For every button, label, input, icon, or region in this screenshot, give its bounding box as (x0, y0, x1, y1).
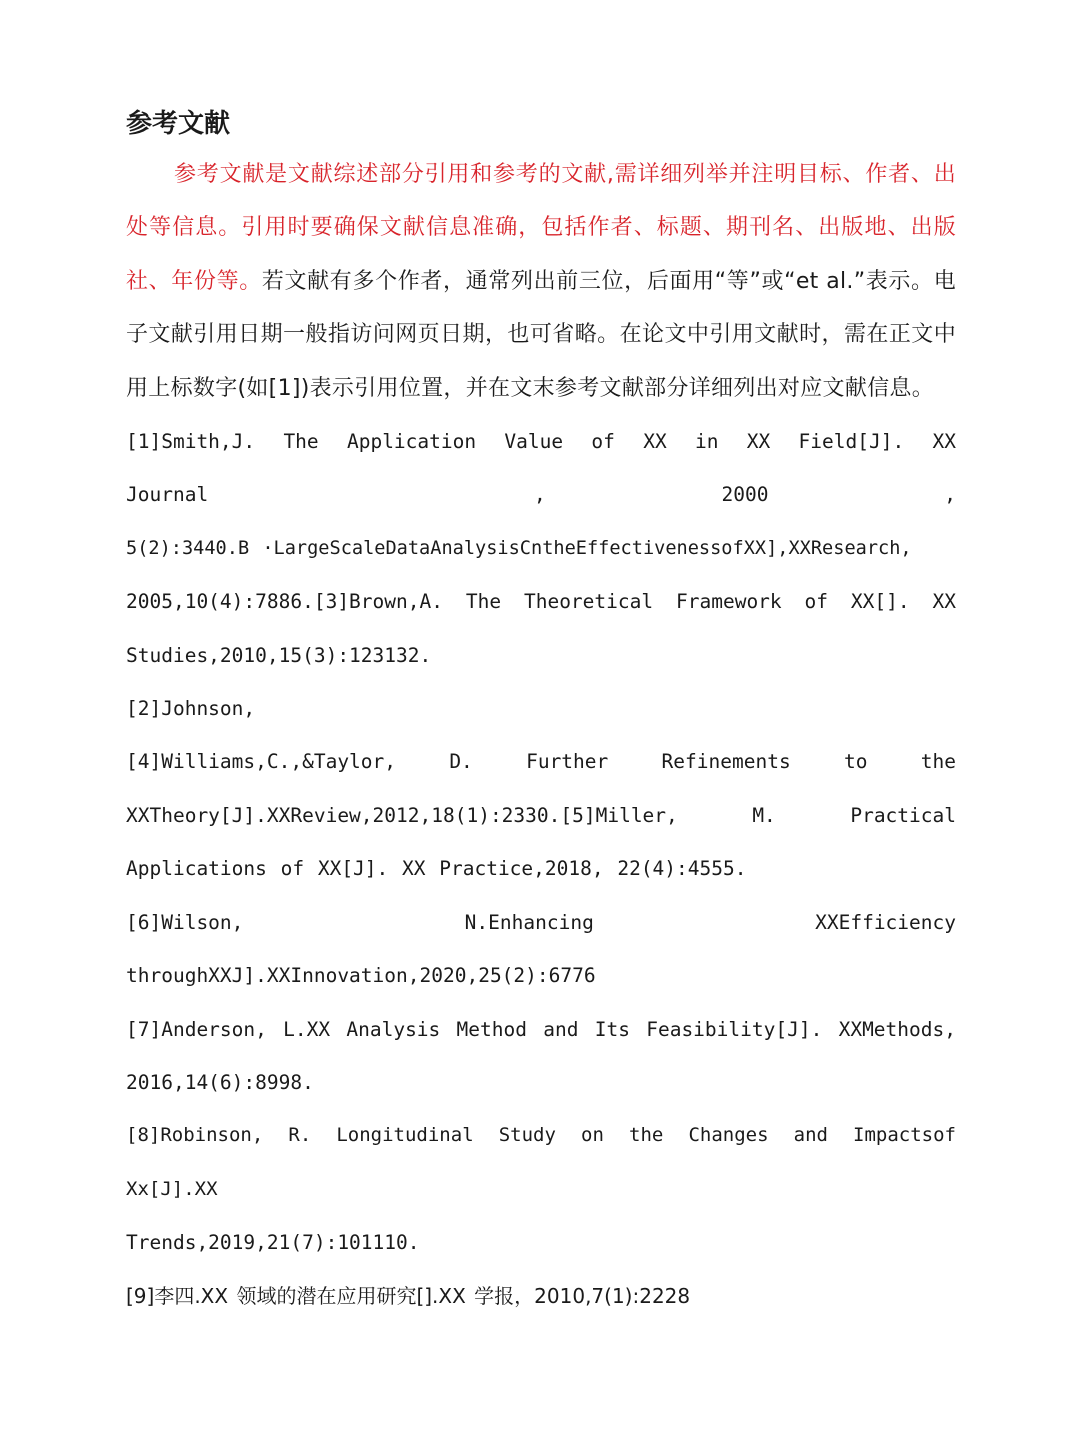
section-title: 参考文献 (126, 109, 231, 139)
reference-line: [7]Anderson, L.XX Analysis Method and Its Feasibility[J]. XXMethods, (126, 1017, 956, 1041)
reference-line: [9]李四.XX 领域的潜在应用研究[].XX 学报，2010,7(1):2228 (126, 1283, 691, 1308)
reference-line: 5(2):3440.B ·LargeScaleDataAnalysisCntheEffectivenessofXX],XXResearch, (126, 537, 912, 559)
reference-fragment: , (944, 483, 956, 507)
reference-line: [6]Wilson, N.Enhancing XXEfficiency (126, 910, 956, 934)
reference-line: 2005,10(4):7886.[3]Brown,A. The Theoretical Framework of XX[]. XX (126, 590, 956, 614)
reference-line (126, 468, 956, 521)
reference-line: [4]Williams,C.,&Taylor, D. Further Refinements to the (126, 750, 956, 774)
reference-list (126, 415, 956, 1323)
reference-item-4-5 (126, 735, 956, 895)
intro-paragraph (126, 148, 956, 415)
document-page (126, 100, 956, 1323)
reference-line: [2]Johnson, (126, 697, 256, 721)
reference-line: XXTheory[J].XXReview,2012,18(1):2330.[5]Miller, M. Practical (126, 803, 956, 827)
intro-black-text: 若文献有多个作者，通常列出前三位，后面用“等”或“et al.”表示。电子文献引用日期一般指访问网页日期，也可省略。在论文中引用文献时，需在正文中用上标数字(如[1])表示引用位置，并在文末参考文献部分详细列出对应文献信息。 (126, 268, 956, 401)
reference-item-6 (126, 896, 956, 1003)
intro-red-text: 参考文献是文献综述部分引用和参考的文献,需详细列举并注明目标、作者、出处等信息。引用时要确保文献信息准确，包括作者、标题、期刊名、出版地、出版社、年份等。 (126, 162, 956, 294)
reference-item-7 (126, 1003, 956, 1110)
reference-item-8 (126, 1109, 956, 1269)
reference-item-2 (126, 682, 956, 735)
reference-line: Studies,2010,15(3):123132. (126, 643, 432, 667)
reference-fragment: Journal (126, 483, 209, 507)
reference-line: Trends,2019,21(7):101110. (126, 1231, 420, 1255)
reference-item-9 (126, 1270, 956, 1323)
reference-item-1-3 (126, 415, 956, 682)
reference-line: 2016,14(6):8998. (126, 1070, 314, 1094)
reference-line: [1]Smith,J. The Application Value of XX in XX Field[J]. XX (126, 430, 956, 454)
reference-line: [8]Robinson, R. Longitudinal Study on the Changes and Impactsof Xx[J].XX (126, 1124, 956, 1200)
reference-line: Applications of XX[J]. XX Practice,2018, 22(4):4555. (126, 857, 747, 881)
reference-fragment: 2000 (721, 483, 769, 507)
reference-fragment: , (533, 483, 546, 507)
reference-line: throughXXJ].XXInnovation,2020,25(2):6776 (126, 964, 596, 988)
